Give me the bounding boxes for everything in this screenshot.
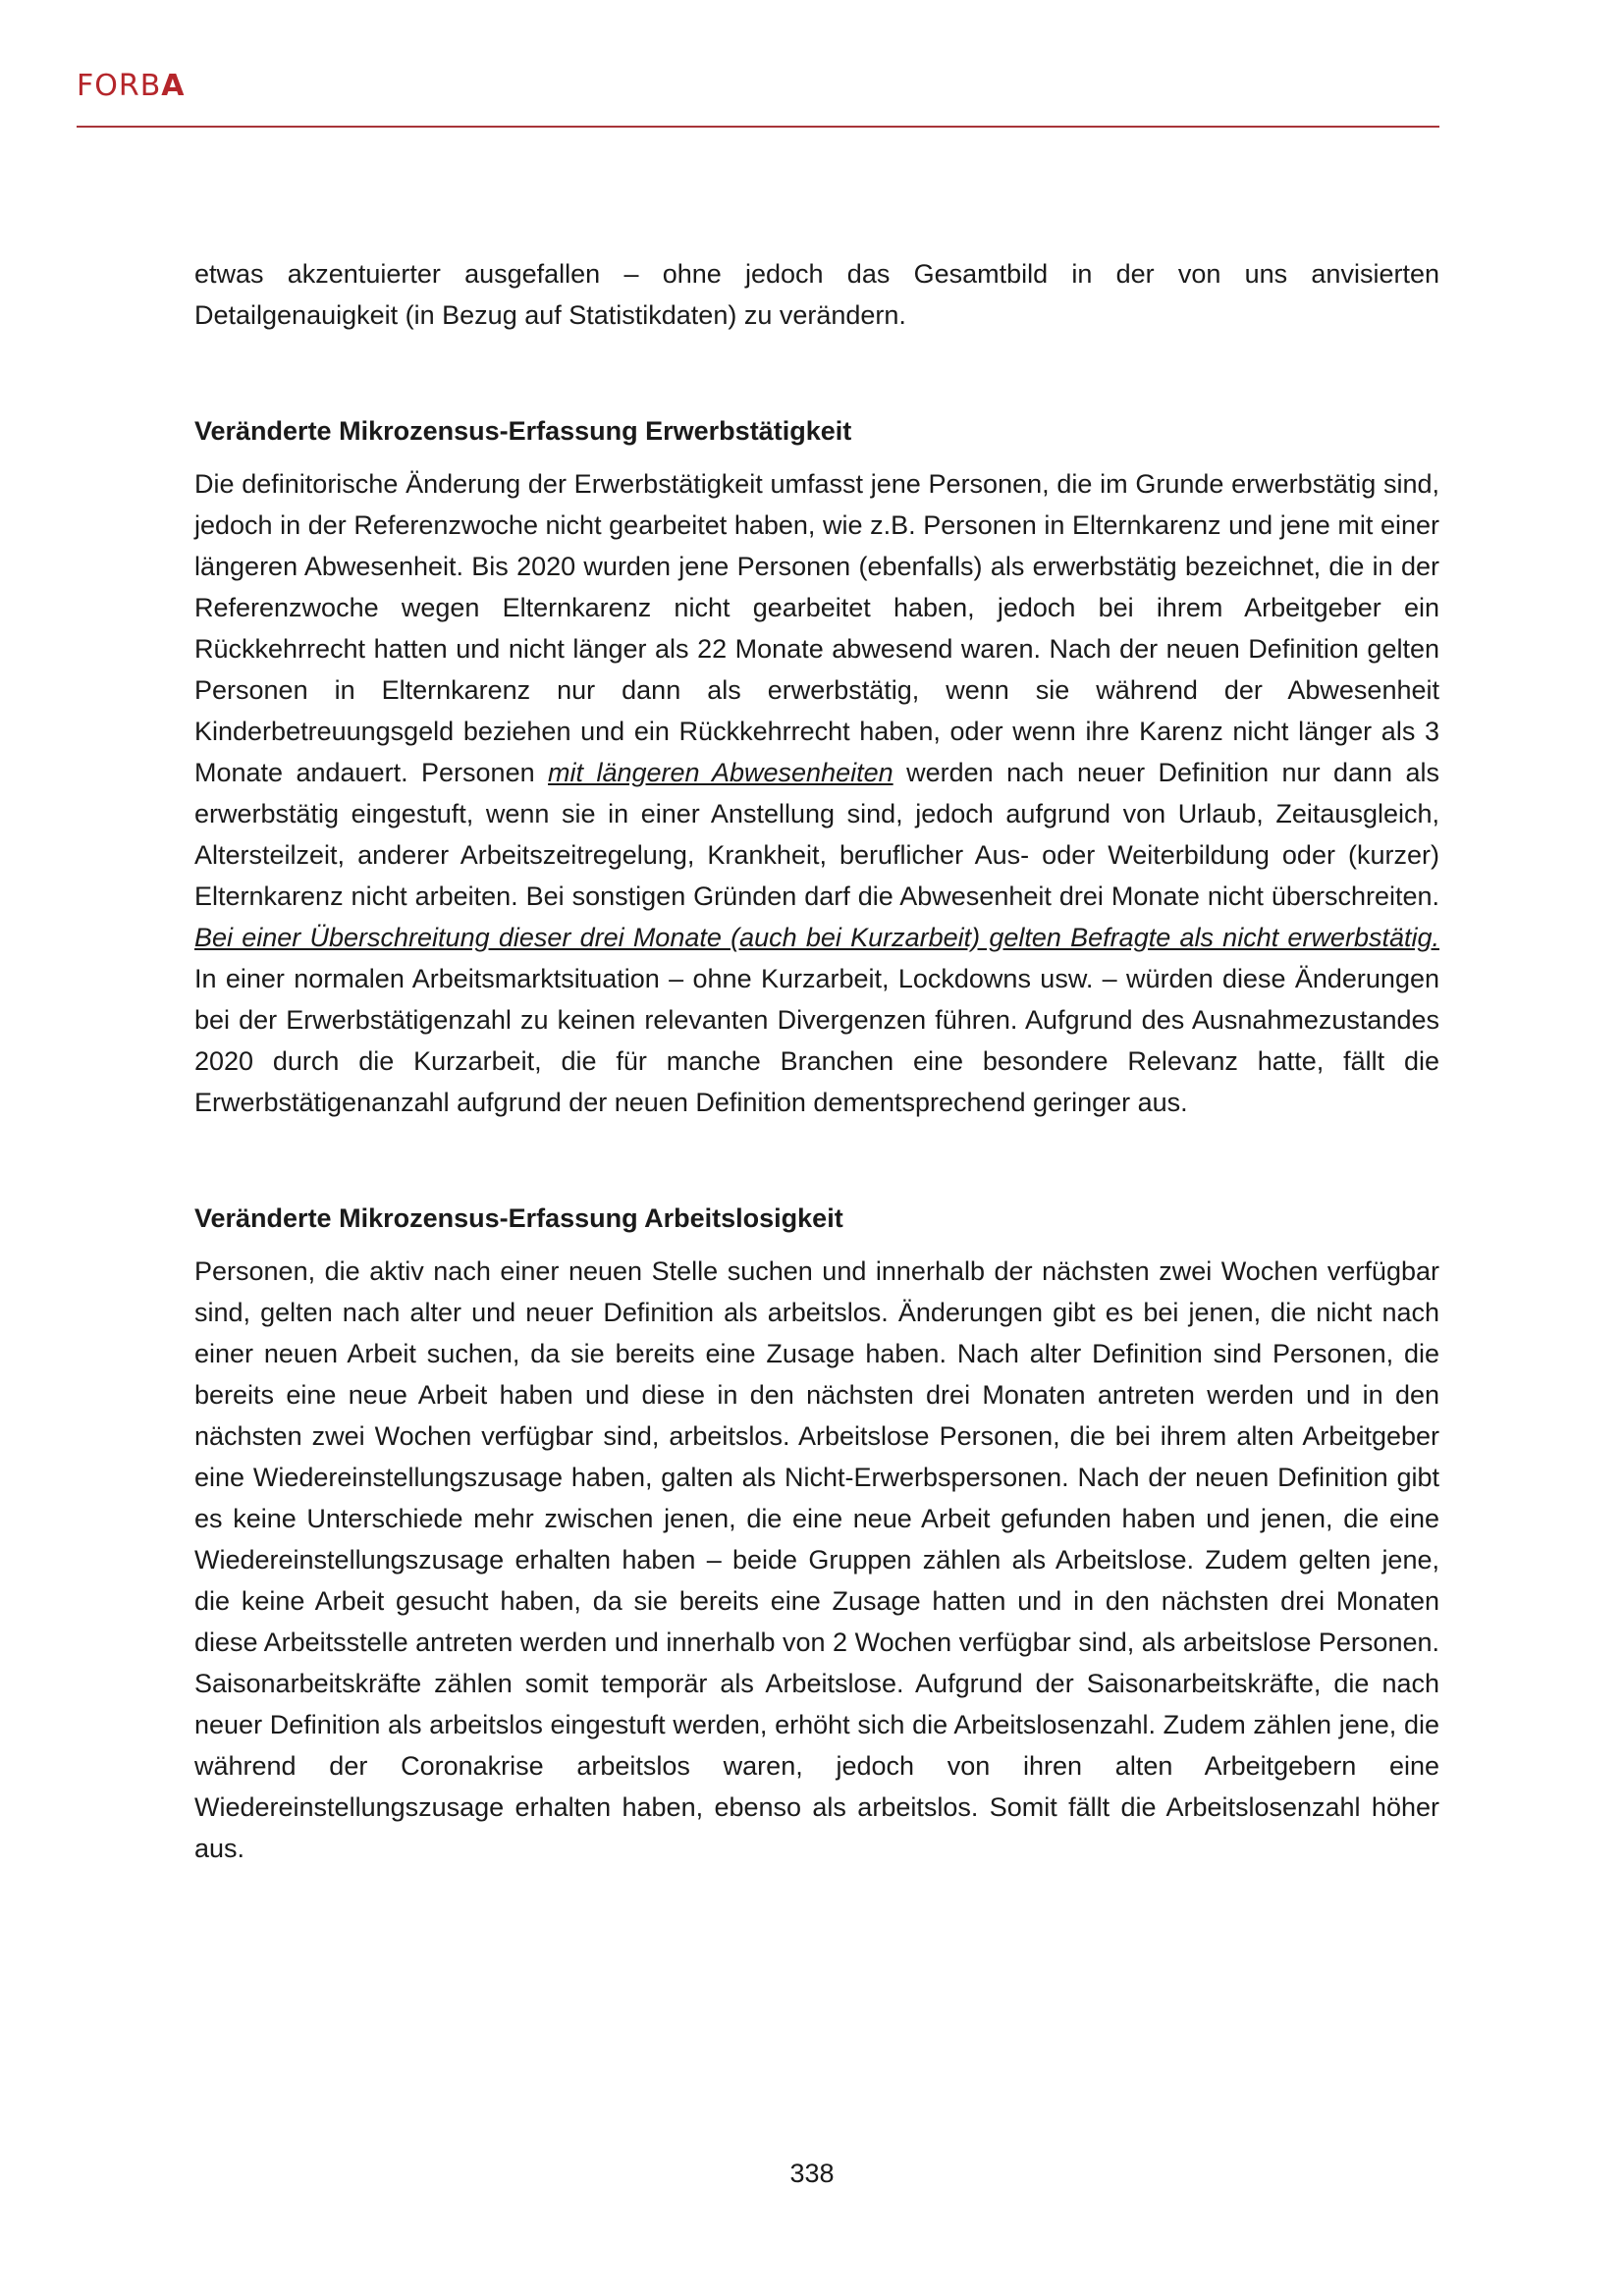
header-divider [77, 126, 1439, 128]
intro-paragraph: etwas akzentuierter ausgefallen – ohne jedoch das Gesamtbild in der von uns anvisierten Detailgenauigkeit (in Bezug auf Statistikdaten) zu verändern. [194, 259, 1439, 330]
page-number: 338 [789, 2159, 835, 2188]
section-paragraph-erwerbstaetigkeit [194, 463, 1439, 1123]
section-paragraph-arbeitslosigkeit: Personen, die aktiv nach einer neuen Stelle suchen und innerhalb der nächsten zwei Wochen verfügbar sind, gelten nach alter und neuer Definition als arbeitslos. Änderungen gibt es bei jenen, die nicht nach einer neuen Arbeit suchen, da sie bereits eine Zusage haben. Nach alter Definition sind Personen, die bereits eine neue Arbeit haben und diese in den nächsten drei Monaten antreten werden und in den nächsten zwei Wochen verfügbar sind, arbeitslos. Arbeitslose Personen, die bei ihrem alten Arbeitgeber eine Wiedereinstellungszusage haben, galten als Nicht-Erwerbspersonen. Nach der neuen Definition gibt es keine Unterschiede mehr zwischen jenen, die eine neue Arbeit gefunden haben und jenen, die eine Wiedereinstellungszusage erhalten haben – beide Gruppen zählen als Arbeitslose. Zudem gelten jene, die keine Arbeit gesucht haben, da sie bereits eine Zusage hatten und in den nächsten drei Monaten diese Arbeitsstelle antreten werden und innerhalb von 2 Wochen verfügbar sind, als arbeitslose Personen. Saisonarbeitskräfte zählen somit temporär als Arbeitslose. Aufgrund der Saisonarbeitskräfte, die nach neuer Definition als arbeitslos eingestuft werden, erhöht sich die Arbeitslosenzahl. Zudem zählen jene, die während der Coronakrise arbeitslos waren, jedoch von ihren alten Arbeitgebern eine Wiedereinstellungszusage erhalten haben, ebenso als arbeitslos. Somit fällt die Arbeitslosenzahl höher aus. [194, 1256, 1439, 1863]
emphasized-text: mit längeren Abwesenheiten [548, 758, 893, 787]
logo-suffix: A [161, 69, 186, 103]
paragraph-text: Die definitorische Änderung der Erwerbstätigkeit umfasst jene Personen, die im Grunde erwerbstätig sind, jedoch in der Referenzwoche nicht gearbeitet haben, wie z.B. Personen in Elternkarenz und jene mit einer längeren Abwesenheit. Bis 2020 wurden jene Personen (ebenfalls) als erwerbstätig bezeichnet, die in der Referenzwoche wegen Elternkarenz nicht gearbeitet haben, jedoch bei ihrem Arbeitgeber ein Rückkehrrecht hatten und nicht länger als 22 Monate abwesend waren. Nach der neuen Definition gelten Personen in Elternkarenz nur dann als erwerbstätig, wenn sie während der Abwesenheit Kinderbetreuungsgeld beziehen und ein Rückkehrrecht haben, oder wenn ihre Karenz nicht länger als 3 Monate andauert. Personen [194, 469, 1439, 787]
logo-prefix: FORB [77, 69, 162, 103]
section-heading-erwerbstaetigkeit: Veränderte Mikrozensus-Erfassung Erwerbstätigkeit [194, 416, 852, 446]
section-heading-arbeitslosigkeit: Veränderte Mikrozensus-Erfassung Arbeitslosigkeit [194, 1203, 843, 1233]
paragraph-text: werden nach neuer Definition nur dann als erwerbstätig eingestuft, wenn sie in einer Anstellung sind, jedoch aufgrund von Urlaub, Zeitausgleich, Altersteilzeit, anderer Arbeitszeitregelung, Krankheit, beruflicher Aus- oder Weiterbildung oder (kurzer) Elternkarenz nicht arbeiten. Bei sonstigen Gründen darf die Abwesenheit drei Monate nicht überschreiten. [194, 758, 1440, 911]
page-body [194, 253, 1439, 1869]
forba-logo [77, 69, 186, 103]
paragraph-text: In einer normalen Arbeitsmarktsituation – ohne Kurzarbeit, Lockdowns usw. – würden diese Änderungen bei der Erwerbstätigenzahl zu keinen relevanten Divergenzen führen. Aufgrund des Ausnahmezustandes 2020 durch die Kurzarbeit, die für manche Branchen eine besondere Relevanz hatte, fällt die Erwerbstätigenanzahl aufgrund der neuen Definition dementsprechend geringer aus. [194, 964, 1439, 1117]
emphasized-text: Bei einer Überschreitung dieser drei Monate (auch bei Kurzarbeit) gelten Befragte als nicht erwerbstätig. [194, 923, 1439, 952]
